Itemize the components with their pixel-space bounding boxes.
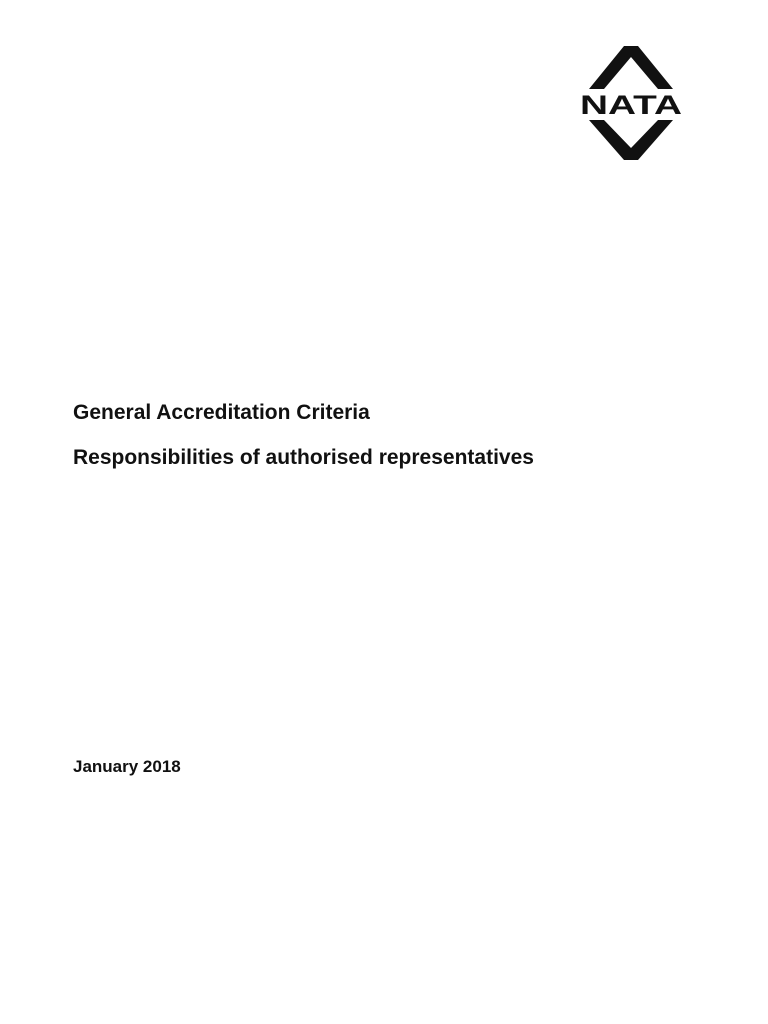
logo-wordmark: NATA xyxy=(580,90,682,120)
nata-logo xyxy=(576,42,686,164)
logo-lower-chevron xyxy=(589,120,673,160)
nata-logo-graphic xyxy=(576,42,686,164)
publication-date: January 2018 xyxy=(73,757,181,776)
document-subtitle: Responsibilities of authorised representatives xyxy=(73,446,534,469)
title-block xyxy=(73,400,534,471)
logo-upper-chevron xyxy=(589,46,673,89)
document-title: General Accreditation Criteria xyxy=(73,401,370,424)
